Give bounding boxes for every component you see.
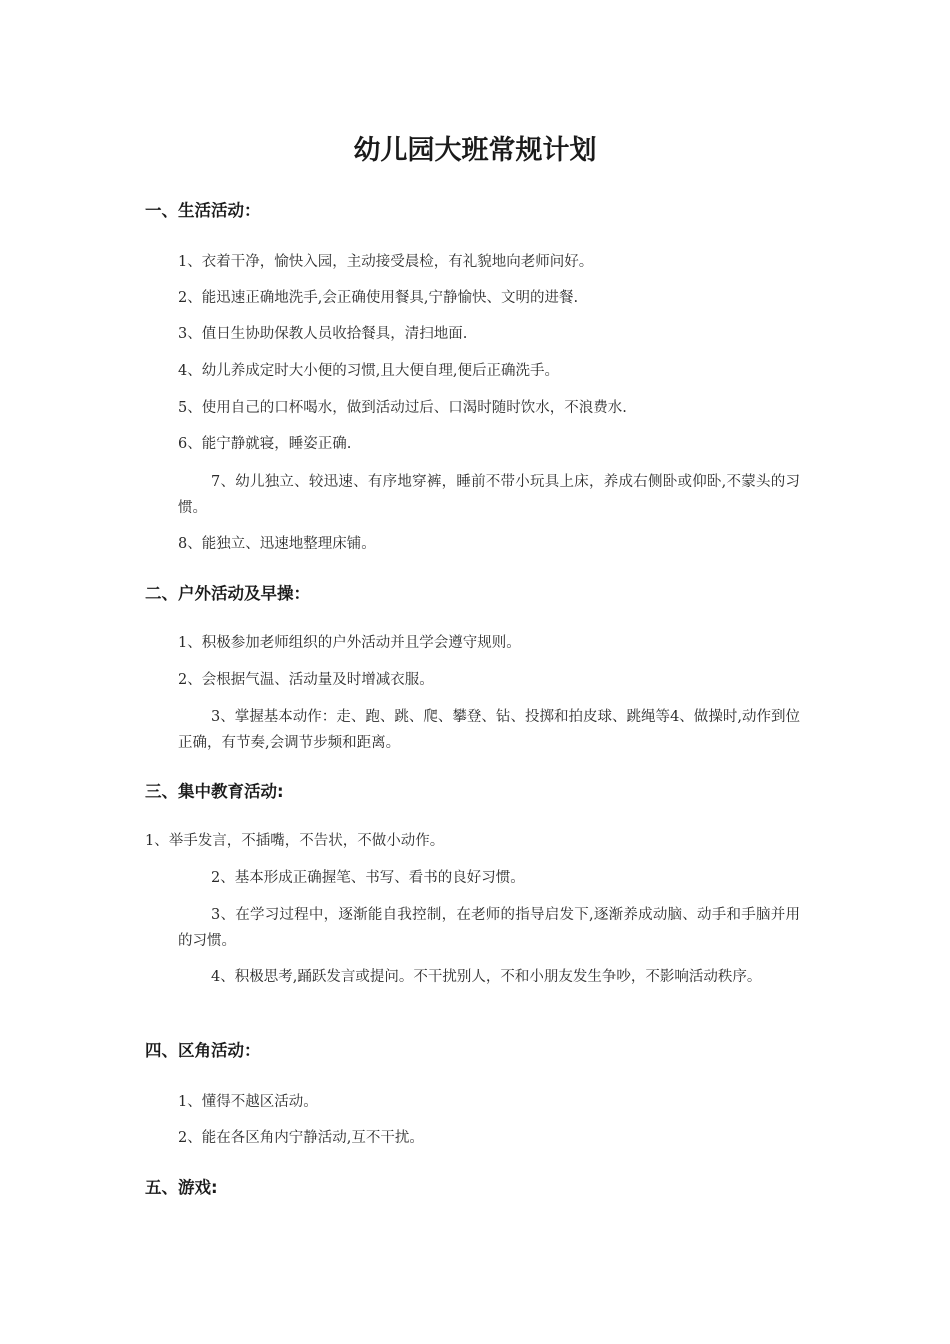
list-item: 3、在学习过程中，逐渐能自我控制，在老师的指导启发下,逐渐养成动脑、动手和手脑并用的习惯。 bbox=[178, 907, 800, 949]
list-item: 2、能迅速正确地洗手,会正确使用餐具,宁静愉快、文明的进餐. bbox=[178, 290, 579, 306]
list-item: 1、积极参加老师组织的户外活动并且学会遵守规则。 bbox=[178, 635, 521, 651]
document-title: 幼儿园大班常规计划 bbox=[353, 135, 597, 166]
list-item: 3、掌握基本动作：走、跑、跳、爬、攀登、钻、投掷和拍皮球、跳绳等4、做操时,动作到位正确，有节奏,会调节步频和距离。 bbox=[178, 709, 800, 751]
list-item: 8、能独立、迅速地整理床铺。 bbox=[178, 536, 376, 552]
list-item: 2、基本形成正确握笔、书写、看书的良好习惯。 bbox=[211, 870, 525, 886]
section-heading-education: 三、集中教育活动: bbox=[145, 782, 284, 801]
list-item: 6、能宁静就寝，睡姿正确. bbox=[178, 436, 352, 452]
list-item: 4、积极思考,踊跃发言或提问。不干扰别人，不和小朋友发生争吵，不影响活动秩序。 bbox=[211, 969, 762, 985]
list-item: 1、衣着干净，愉快入园，主动接受晨检，有礼貌地向老师问好。 bbox=[178, 254, 594, 270]
list-item: 2、能在各区角内宁静活动,互不干扰。 bbox=[178, 1130, 424, 1146]
list-item: 1、懂得不越区活动。 bbox=[178, 1094, 318, 1110]
list-item: 4、幼儿养成定时大小便的习惯,且大便自理,便后正确洗手。 bbox=[178, 363, 559, 379]
list-item: 3、值日生协助保教人员收拾餐具，清扫地面. bbox=[178, 326, 468, 342]
section-heading-games: 五、游戏: bbox=[145, 1178, 218, 1197]
section-heading-area: 四、区角活动： bbox=[145, 1041, 261, 1060]
list-item: 2、会根据气温、活动量及时增减衣服。 bbox=[178, 672, 434, 688]
list-item: 7、幼儿独立、较迅速、有序地穿裤，睡前不带小玩具上床，养成右侧卧或仰卧,不蒙头的习惯。 bbox=[178, 474, 800, 516]
section-heading-outdoor: 二、户外活动及早操： bbox=[145, 584, 310, 603]
list-item: 5、使用自己的口杯喝水，做到活动过后、口渴时随时饮水，不浪费水. bbox=[178, 400, 627, 416]
list-item: 1、举手发言，不插嘴，不告状，不做小动作。 bbox=[145, 833, 445, 849]
section-heading-life: 一、生活活动： bbox=[145, 201, 261, 220]
